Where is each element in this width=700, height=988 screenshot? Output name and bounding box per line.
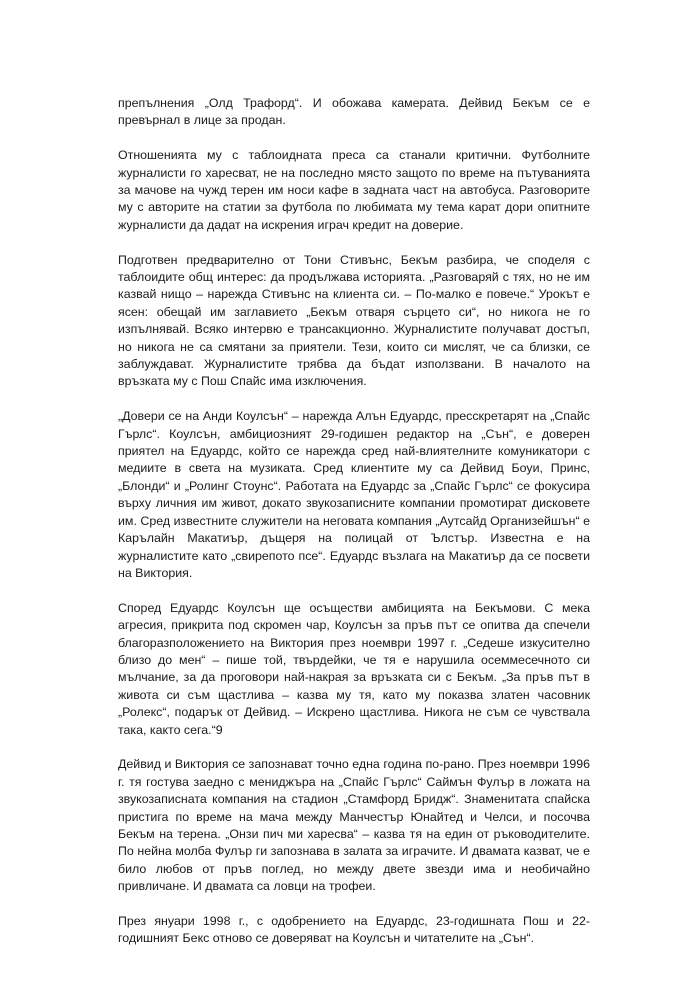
paragraph: Според Едуардс Коулсън ще осъществи амбицията на Бекъмови. С мека агресия, прикрита под скромен чар, Коулсън за пръв път се опитва да спечели благоразположението на Виктория през ноември 1997 г. „Седеше изкусително близо до мен“ – пише той, твърдейки, че тя е нарушила осеммесечното си мълчание, за да проговори най-накрая за връзката си с Бекъм. „За пръв път в живота си съм щастлива – казва му тя, като му показва златен часовник „Ролекс“, подарък от Дейвид. – Искрено щастлива. Никога не съм се чувствала така, както сега.“9 — [118, 600, 590, 737]
document-body — [118, 95, 590, 948]
paragraph: Подготвен предварително от Тони Стивънс, Бекъм разбира, че споделя с таблоидите общ интерес: да продължава историята. „Разговаряй с тях, но не им казвай нищо – нарежда Стивънс на клиента си. – По-малко е повече.“ Урокът е ясен: обещай им заглавието „Бекъм отваря сърцето си“, но никога не го изпълнявай. Всяко интервю е трансакционно. Журналистите получават достъп, но никога не са смятани за приятели. Тези, които си мислят, че са близки, се заблуждават. Журналистите трябва да бъдат използвани. В началото на връзката му с Пош Спайс има изключения. — [118, 252, 590, 389]
paragraph: препълнения „Олд Трафорд“. И обожава камерата. Дейвид Бекъм се е превърнал в лице за продан. — [118, 96, 590, 128]
paragraph: Дейвид и Виктория се запознават точно една година по-рано. През ноември 1996 г. тя гостува заедно с мениджъра на „Спайс Гърлс“ Саймън Фулър в ложата на звукозаписната компания на стадион „Стамфорд Бридж“. Знаменитата спайска пристига по време на мача между Манчестър Юнайтед и Челси, и посочва Бекъм на терена. „Онзи пич ми харесва“ – казва тя на един от ръководителите. По нейна молба Фулър ги запознава в залата за играчите. И двамата казват, че е било любов от пръв поглед, но между двете звезди има и необичайно привличане. И двамата са ловци на трофеи. — [118, 757, 590, 894]
paragraph: Отношенията му с таблоидната преса са станали критични. Футболните журналисти го харесват, не на последно място защото по време на пътуванията за мачове на чужд терен им носи кафе в задната част на автобуса. Разговорите му с авторите на статии за футбола по любимата му тема карат дори опитните журналисти да дадат на искрения играч кредит на доверие. — [118, 148, 590, 232]
paragraph: „Довери се на Анди Коулсън“ – нарежда Алън Едуардс, пресскретарят на „Спайс Гърлс“. Коулсън, амбициозният 29-годишен редактор на „Сън“, е доверен приятел на Едуардс, който се нарежда сред най-влиятелните комуникатори с медиите в света на музиката. Сред клиентите му са Дейвид Боуи, Принс, „Блонди“ и „Ролинг Стоунс“. Работата на Едуардс за „Спайс Гърлс“ се фокусира върху личния им живот, докато звукозаписните компании промотират дисковете им. Сред известните служители на неговата компания „Аутсайд Организейшън“ е Карълайн Макатиър, дъщеря на полицай от Ълстър. Известна е на журналистите като „свирепото псе“. Едуардс възлага на Макатиър да се посвети на Виктория. — [118, 409, 590, 580]
paragraph: През януари 1998 г., с одобрението на Едуардс, 23-годишната Пош и 22-годишният Бекс отново се доверяват на Коулсън и читателите на „Сън“. — [118, 914, 590, 946]
